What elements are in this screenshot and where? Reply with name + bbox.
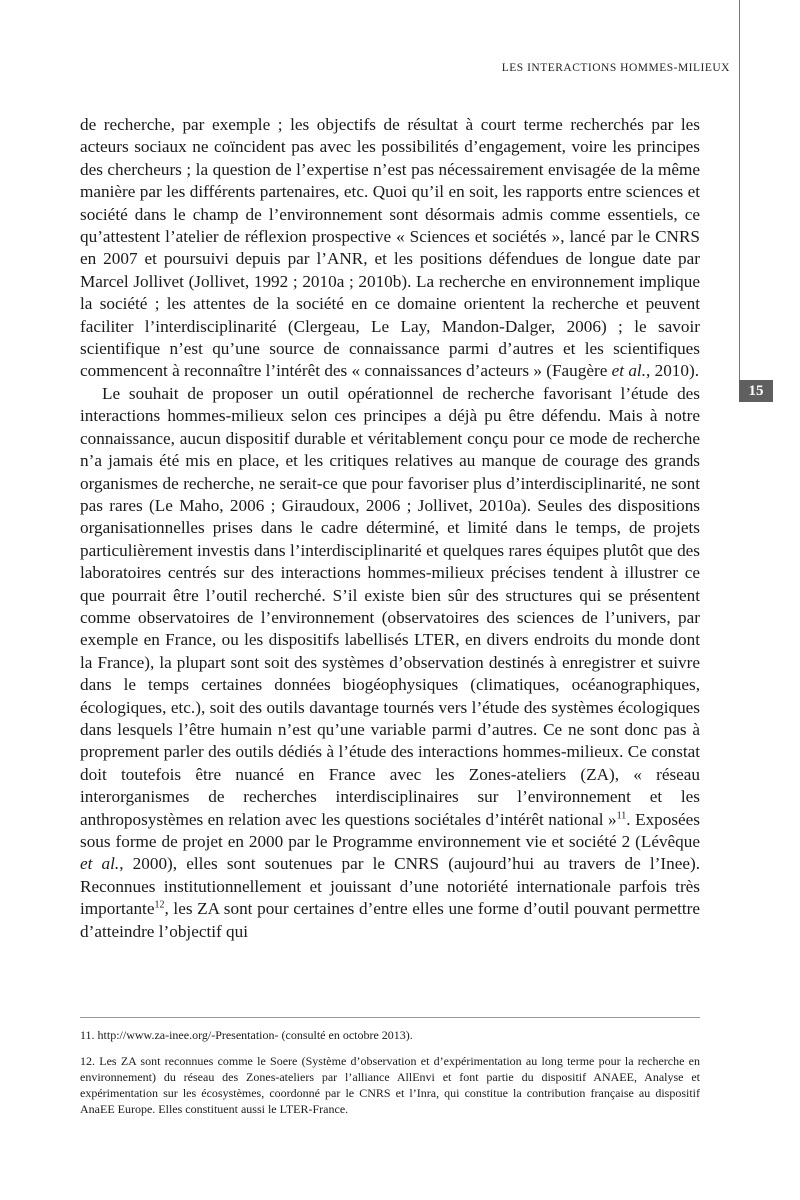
footnote-ref-11: 11	[616, 809, 627, 821]
footnote-ref-12: 12	[154, 899, 165, 911]
running-title: LES INTERACTIONS HOMMES-MILIEUX	[501, 62, 730, 74]
paragraph-2: Le souhait de proposer un outil opérationnel de recherche favorisant l’étude des interactions hommes-milieux selon ces principes a déjà pu être défendu. Mais à notre connaissance, aucun dispositif durable et véritablement conçu pour ce mode de recherche n’a jamais été mis en place, et les critiques relatives au manque de courage des grands organismes de recherche, ne serait-ce que pour favoriser plus d’interdisciplinarité, ne sont pas rares (Le Maho, 2006 ; Giraudoux, 2006 ; Jollivet, 2010a). Seules des dispositions organisationnelles prises dans le cadre déterminé, et limité dans le temps, de projets particulièrement investis dans l’interdisciplinarité et quelques rares équipes plutôt que des laboratoires centrés sur des interactions hommes-milieux précises tendent à illustrer ce que pourrait être l’outil recherché. S’il existe bien sûr des structures qui se présentent comme observatoires de l’environnement (observatoires des sciences de l’univers, par exemple en France, ou les dispositifs labellisés LTER, en divers endroits du monde dont la France), la plupart sont soit des systèmes d’observation destinés à enregistrer et suivre dans le temps certaines données biogéophysiques (climatiques, océanographiques, écologiques, etc.), soit des outils davantage tournés vers l’étude des systèmes écologiques dans lesquels l’être humain n’est qu’une variable parmi d’autres. Ce ne sont donc pas à proprement parler des outils dédiés à l’étude des interactions hommes-milieux. Ce constat doit toutefois être nuancé en France avec les Zones-ateliers (ZA), « réseau interorganismes de recherches interdisciplinaires sur l’environnement et les anthroposystèmes en relation avec les questions sociétales d’intérêt national »$^{11}$. Exposées sous forme de projet en 2000 par le Programme environnement vie et société 2 (Lévêque et al., 2000), elles sont soutenues par le CNRS (aujourd’hui au travers de l’Inee). Reconnues institutionnellement et jouissant d’une notoriété internationale parfois très importante$^{12}$, les ZA sont pour certaines d’entre elles une forme d’outil pouvant permettre d’atteindre l’objectif qui	[80, 383, 700, 941]
body-text	[80, 114, 700, 943]
footnote-divider	[80, 1017, 700, 1018]
footnotes	[80, 1027, 700, 1127]
footnote-12: 12. Les ZA sont reconnues comme le Soere (Système d’observation et d’expérimentation au long terme pour la recherche en environnement) du réseau des Zones-ateliers par l’alliance AllEnvi et font partie du dispositif ANAEE, Analyse et expérimentation sur les écosystèmes, coordonné par le CNRS et l’Inra, qui constitue la contribution française au dispositif AnaEE Europe. Elles constituent aussi le LTER-France.	[80, 1054, 700, 1116]
footnote-11: 11. http://www.za-inee.org/-Presentation- (consulté en octobre 2013).	[80, 1028, 413, 1042]
page-edge-rule	[739, 0, 740, 380]
page-number-tab: 15	[739, 380, 773, 402]
paragraph-1: de recherche, par exemple ; les objectifs de résultat à court terme recherchés par les acteurs sociaux ne coïncident pas avec les possibilités d’engagement, voire les principes des chercheurs ; la question de l’expertise n’est pas nécessairement envisagée de la même manière par les différents partenaires, etc. Quoi qu’il en soit, les rapports entre sciences et société dans le champ de l’environnement sont désormais admis comme essentiels, ce qu’attestent l’atelier de réflexion prospective « Sciences et sociétés », lancé par le CNRS en 2007 et poursuivi depuis par l’ANR, et les positions défendues de longue date par Marcel Jollivet (Jollivet, 1992 ; 2010a ; 2010b). La recherche en environnement implique la société ; les attentes de la société en ce domaine orientent la recherche et peuvent faciliter l’interdisciplinarité (Clergeau, Le Lay, Mandon-Dalger, 2006) ; le savoir scientifique n’est qu’une source de connaissance parmi d’autres et les scientifiques commencent à reconnaître l’intérêt des « connaissances d’acteurs » (Faugère et al., 2010).	[80, 115, 700, 381]
